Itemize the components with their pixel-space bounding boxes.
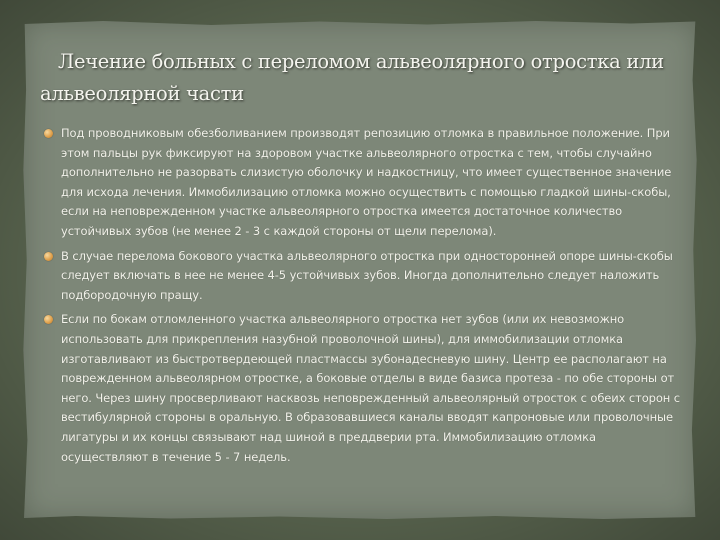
bullet-text: Под проводниковым обезболиванием производят репозицию отломка в правильное положение. При этом пальцы рук фиксируют на здоровом участке альвеолярного отростка с тем, чтобы случайно дополнительно не разорвать слизистую оболочку и надкостницу, что имеет существенное значение для исхода лечения. Иммобилизацию отломка можно осуществить с помощью гладкой шины-скобы, если на неповрежденном участке альвеолярного отростка имеется достаточное количество устойчивых зубов (не менее 2 - 3 с каждой стороны от щели перелома). <box>61 126 672 238</box>
bullet-item <box>44 247 684 306</box>
bullet-item <box>44 124 684 242</box>
bullet-text: Если по бокам отломленного участка альвеолярного отростка нет зубов (или их невозможно использовать для прикрепления назубной проволочной шины), для иммобилизации отломка изготавливают из быстротвердеющей пластмассы зубонадесневую шину. Центр ее располагают на поврежденном альвеолярном отростке, а боковые отделы в виде базиса протеза - по обе стороны от него. Через шину просверливают насквозь неповрежденный альвеолярный отросток с обеих сторон с вестибулярной стороны в оральную. В образовавшиеся каналы вводят капроновые или проволочные лигатуры и их концы связывают над шиной в преддверии рта. Иммобилизацию отломка осуществляют в течение 5 - 7 недель. <box>61 312 681 464</box>
bullet-text: В случае перелома бокового участка альвеолярного отростка при односторонней опоре шины-скобы следует включать в нее не менее 4-5 устойчивых зубов. Иногда дополнительно следует наложить подбородочную пращу. <box>61 248 673 302</box>
bullet-item <box>44 310 684 467</box>
bullet-list <box>44 124 684 472</box>
bullet-dot-icon <box>44 129 53 138</box>
bullet-dot-icon <box>44 252 53 261</box>
slide-title-text: Лечение больных с переломом альвеолярного отростка или альвеолярной части <box>40 50 664 105</box>
bullet-dot-icon <box>44 315 53 324</box>
slide-title <box>40 46 680 110</box>
